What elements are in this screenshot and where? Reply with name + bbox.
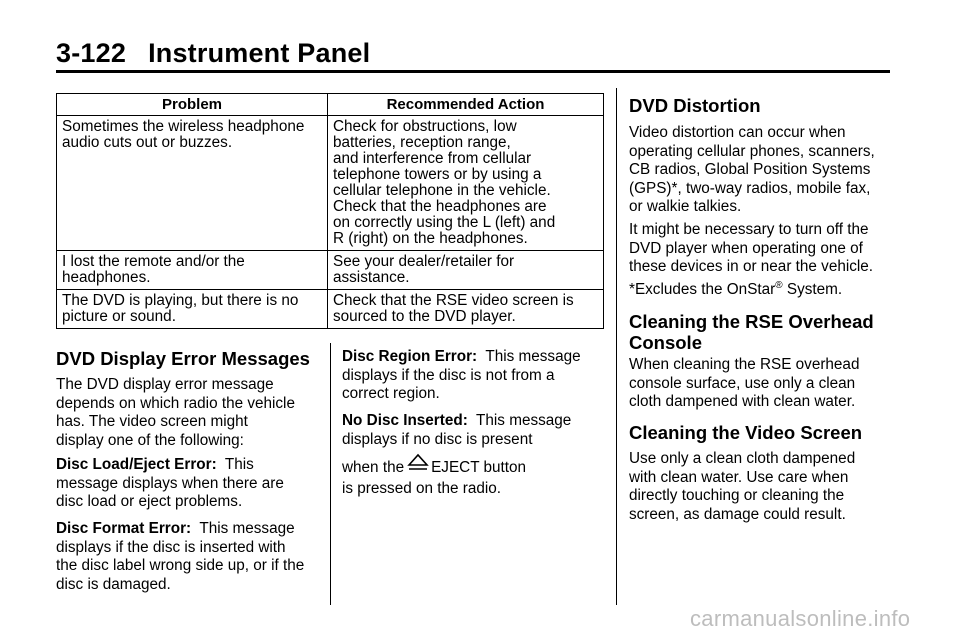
disc-format-error-term: Disc Format Error: <box>56 520 192 537</box>
table-header-row <box>57 94 604 116</box>
text-line: is pressed on the radio. <box>342 479 502 497</box>
header-rule <box>56 70 890 73</box>
column-divider <box>616 88 617 605</box>
page-header <box>56 38 370 69</box>
problem-cell <box>57 251 328 290</box>
text-line: or walkie talkies. <box>629 198 742 215</box>
problem-action-table <box>56 93 604 329</box>
text-line: console surface, use only a clean <box>629 374 856 392</box>
text-line <box>56 456 326 475</box>
action-cell <box>328 251 604 290</box>
cleaning-console-heading <box>629 311 874 353</box>
text-line: When cleaning the RSE overhead <box>629 356 860 373</box>
cell-line: Check for obstructions, low <box>333 118 517 135</box>
dvd-display-error-heading: DVD Display Error Messages <box>56 348 310 369</box>
text-line: disc load or eject problems. <box>56 493 243 510</box>
distortion-paragraph-2 <box>629 221 891 277</box>
disc-load-error-term: Disc Load/Eject Error: <box>56 456 217 473</box>
eject-icon <box>406 452 430 474</box>
text-span: This message <box>199 520 295 537</box>
problem-cell <box>57 116 328 251</box>
cell-line: Check that the RSE video screen is <box>333 292 574 309</box>
cell-line: headphones. <box>62 269 151 286</box>
text-line: directly touching or cleaning the <box>629 487 845 504</box>
cell-line: telephone towers or by using a <box>333 166 542 183</box>
table-row <box>57 116 604 251</box>
text-line: the disc label wrong side up, or if the <box>56 557 305 574</box>
watermark: carmanualsonline.info <box>690 606 911 631</box>
no-disc-inserted-paragraph <box>342 412 610 498</box>
cell-line: Check that the headphones are <box>333 198 547 215</box>
cleaning-screen-heading: Cleaning the Video Screen <box>629 422 863 443</box>
action-cell <box>328 116 604 251</box>
distortion-paragraph-1 <box>629 124 891 217</box>
onstar-footnote <box>629 281 891 300</box>
text-line <box>342 412 610 431</box>
text-line: correct region. <box>342 385 440 402</box>
cell-line: sourced to the DVD player. <box>333 308 516 325</box>
text-line: (GPS)*, two-way radios, mobile fax, <box>629 179 871 197</box>
column-header-problem: Problem <box>57 94 328 116</box>
page-number: 3-122 <box>56 38 127 68</box>
cell-line: audio cuts out or buzzes. <box>62 134 233 151</box>
cell-line: picture or sound. <box>62 308 176 325</box>
text-line: screen, as damage could result. <box>629 505 846 523</box>
text-span: This message <box>485 348 581 365</box>
heading-line: Cleaning the RSE Overhead <box>629 311 874 332</box>
text-line <box>342 452 610 478</box>
cell-line: and interference from cellular <box>333 150 532 167</box>
dvd-distortion-heading: DVD Distortion <box>629 95 761 116</box>
error-intro-paragraph <box>56 376 326 450</box>
no-disc-inserted-term: No Disc Inserted: <box>342 412 468 429</box>
text-line: disc is damaged. <box>56 575 171 593</box>
text-span: *Excludes the OnStar <box>629 281 776 298</box>
cell-line: I lost the remote and/or the <box>62 253 245 270</box>
heading-line: Console <box>629 332 702 353</box>
cell-line: on correctly using the L (left) and <box>333 214 556 231</box>
text-line: CB radios, Global Position Systems <box>629 161 871 178</box>
text-line: DVD player when operating one of <box>629 239 863 257</box>
text-line: It might be necessary to turn off the <box>629 221 869 238</box>
text-line: The DVD display error message <box>56 376 274 393</box>
section-title: Instrument Panel <box>148 38 371 68</box>
registered-mark: ® <box>775 279 783 291</box>
problem-cell <box>57 290 328 329</box>
cell-line: assistance. <box>333 269 410 286</box>
table-row <box>57 290 604 329</box>
cell-line: cellular telephone in the vehicle. <box>333 182 551 199</box>
text-line: displays if the disc is inserted with <box>56 538 286 556</box>
cleaning-console-paragraph <box>629 356 891 412</box>
column-divider <box>330 343 331 605</box>
text-span: System. <box>782 281 843 298</box>
cell-line: See your dealer/retailer for <box>333 253 515 270</box>
text-line: display one of the following: <box>56 431 244 449</box>
cell-line: The DVD is playing, but there is no <box>62 292 299 309</box>
text-line <box>342 348 610 367</box>
disc-region-error-term: Disc Region Error: <box>342 348 478 365</box>
text-line: with clean water. Use care when <box>629 468 849 486</box>
text-span: when the <box>342 459 405 476</box>
text-span: EJECT button <box>431 459 527 476</box>
disc-format-error-paragraph <box>56 520 326 594</box>
disc-load-error-paragraph <box>56 456 326 512</box>
disc-region-error-paragraph <box>342 348 610 404</box>
action-cell <box>328 290 604 329</box>
text-line: depends on which radio the vehicle <box>56 394 295 412</box>
text-line: cloth dampened with clean water. <box>629 393 856 410</box>
text-line: operating cellular phones, scanners, <box>629 142 875 160</box>
text-line: Use only a clean cloth dampened <box>629 450 856 467</box>
text-line: has. The video screen might <box>56 413 248 430</box>
text-line: Video distortion can occur when <box>629 124 846 141</box>
text-line <box>56 520 326 539</box>
column-header-action: Recommended Action <box>328 94 604 116</box>
cell-line: R (right) on the headphones. <box>333 230 528 247</box>
cell-line: batteries, reception range, <box>333 134 511 151</box>
text-line: message displays when there are <box>56 474 284 492</box>
text-line: displays if the disc is not from a <box>342 366 555 384</box>
cell-line: Sometimes the wireless headphone <box>62 118 305 135</box>
table-row <box>57 251 604 290</box>
text-line: displays if no disc is present <box>342 430 533 448</box>
text-span: This message <box>476 412 572 429</box>
text-span: This <box>224 456 254 473</box>
cleaning-screen-paragraph <box>629 450 891 524</box>
text-line: these devices in or near the vehicle. <box>629 258 874 275</box>
